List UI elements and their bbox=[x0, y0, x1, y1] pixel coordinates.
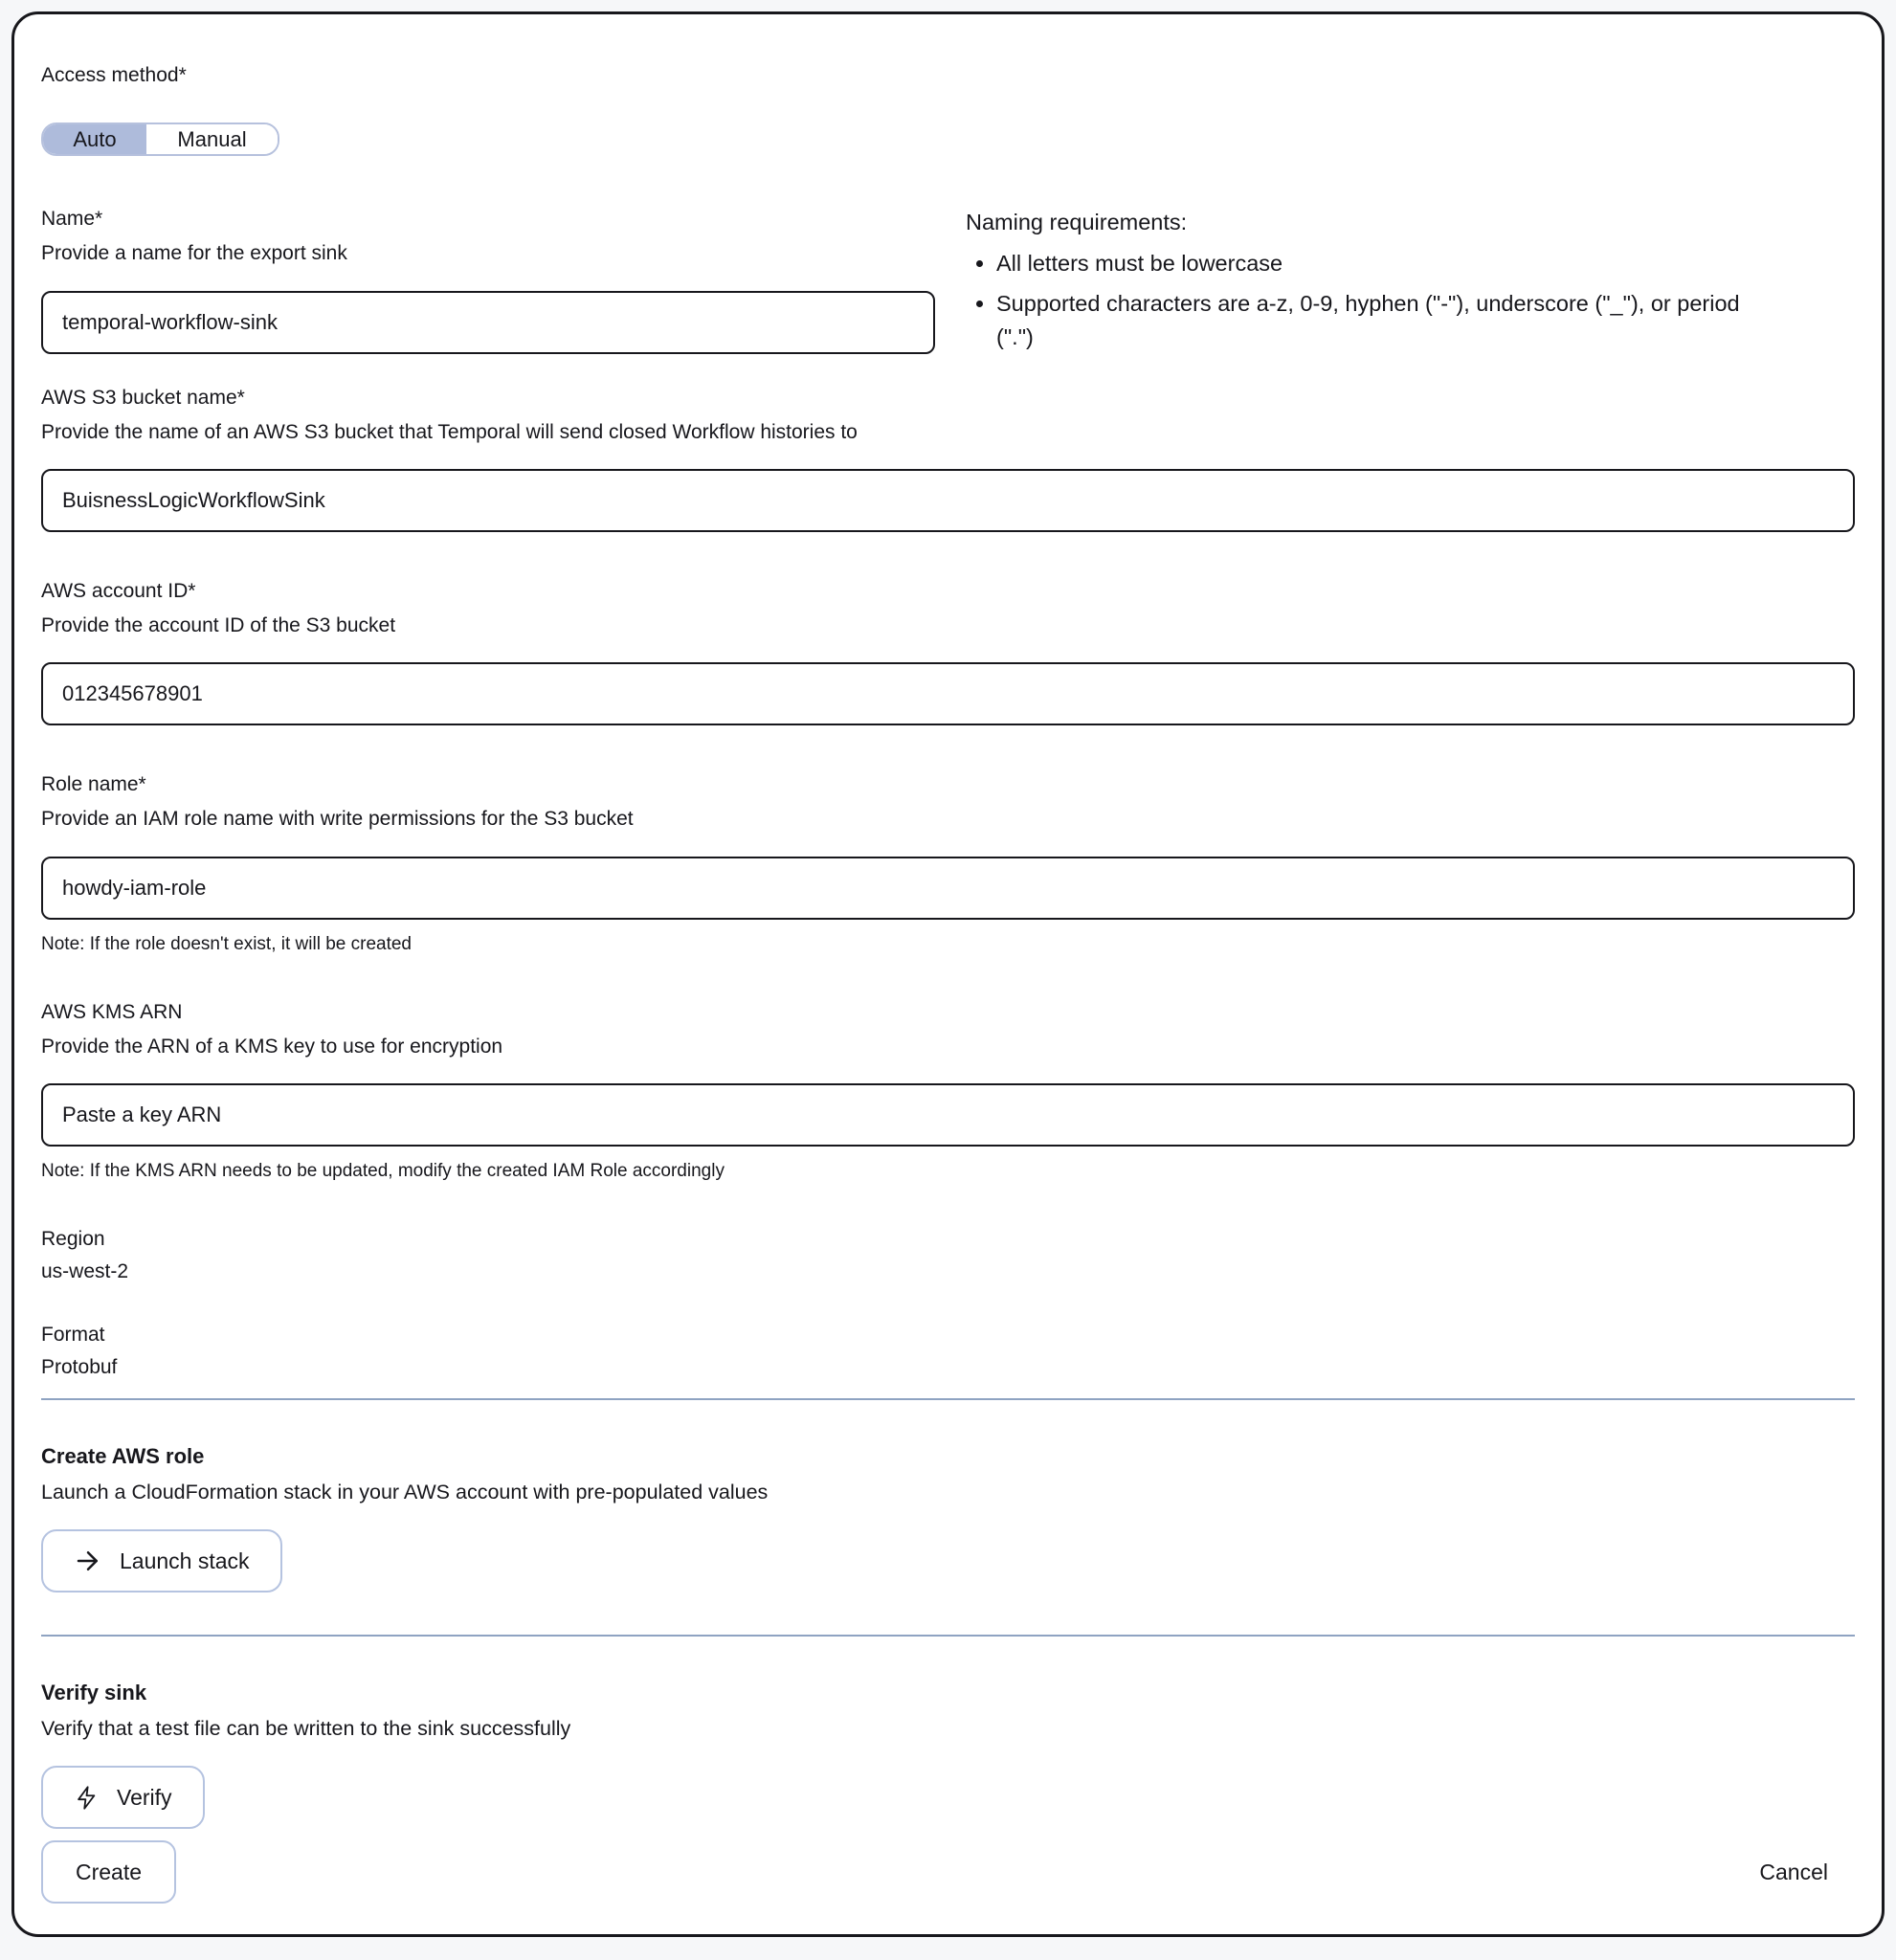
role-name-input[interactable] bbox=[41, 857, 1855, 920]
account-id-label: AWS account ID* bbox=[41, 579, 196, 602]
region-field bbox=[41, 1228, 1855, 1283]
verify-sink-title: Verify sink bbox=[41, 1681, 147, 1704]
name-label: Name* bbox=[41, 208, 103, 231]
create-button[interactable]: Create bbox=[41, 1840, 176, 1904]
access-method-toggle bbox=[41, 122, 279, 156]
role-name-field-group bbox=[41, 773, 1855, 1000]
divider bbox=[41, 1635, 1855, 1637]
kms-arn-description: Provide the ARN of a KMS key to use for encryption bbox=[41, 1035, 503, 1058]
cancel-button[interactable]: Cancel bbox=[1753, 1859, 1834, 1886]
role-name-note: Note: If the role doesn't exist, it will be created bbox=[41, 933, 412, 954]
launch-stack-button[interactable] bbox=[41, 1529, 282, 1592]
naming-requirements bbox=[966, 208, 1855, 360]
kms-arn-input[interactable] bbox=[41, 1083, 1855, 1147]
access-method-option-manual[interactable]: Manual bbox=[146, 124, 278, 154]
role-name-description: Provide an IAM role name with write permissions for the S3 bucket bbox=[41, 808, 634, 831]
divider bbox=[41, 1398, 1855, 1400]
naming-requirements-list bbox=[966, 247, 1855, 352]
verify-label: Verify bbox=[117, 1784, 172, 1810]
create-aws-role-description: Launch a CloudFormation stack in your AWS account with pre-populated values bbox=[41, 1481, 769, 1503]
lightning-bolt-icon bbox=[74, 1785, 100, 1811]
kms-arn-label: AWS KMS ARN bbox=[41, 1000, 183, 1023]
naming-requirement-item: • All letters must be lowercase bbox=[996, 247, 1762, 279]
launch-stack-row bbox=[41, 1529, 1855, 1592]
s3-bucket-label: AWS S3 bucket name* bbox=[41, 386, 245, 409]
format-value: Protobuf bbox=[41, 1356, 118, 1378]
verify-row bbox=[41, 1766, 1855, 1829]
verify-button[interactable] bbox=[41, 1766, 205, 1829]
naming-requirements-title: Naming requirements: bbox=[966, 210, 1188, 235]
format-field bbox=[41, 1324, 1855, 1379]
account-id-description: Provide the account ID of the S3 bucket bbox=[41, 613, 396, 636]
region-label: Region bbox=[41, 1228, 105, 1250]
s3-bucket-field-group bbox=[41, 387, 1855, 532]
launch-stack-label: Launch stack bbox=[120, 1548, 250, 1573]
export-sink-form-card bbox=[11, 11, 1885, 1937]
access-method-label: Access method* bbox=[41, 64, 187, 86]
verify-sink-description: Verify that a test file can be written to the sink successfully bbox=[41, 1717, 571, 1740]
name-and-requirements-row bbox=[41, 208, 1855, 360]
name-input[interactable] bbox=[41, 291, 935, 354]
access-method-option-auto[interactable]: Auto bbox=[43, 124, 146, 154]
arrow-right-icon bbox=[74, 1547, 102, 1575]
s3-bucket-description: Provide the name of an AWS S3 bucket that Temporal will send closed Workflow histories to bbox=[41, 420, 858, 443]
kms-arn-note: Note: If the KMS ARN needs to be updated, modify the created IAM Role accordingly bbox=[41, 1161, 725, 1181]
account-id-field-group bbox=[41, 580, 1855, 725]
account-id-input[interactable] bbox=[41, 662, 1855, 725]
name-description: Provide a name for the export sink bbox=[41, 242, 347, 265]
kms-arn-field-group bbox=[41, 1001, 1855, 1228]
naming-requirement-item: • Supported characters are a-z, 0-9, hyphen ("-"), underscore ("_"), or period (".") bbox=[996, 287, 1762, 352]
name-field-group bbox=[41, 208, 935, 353]
s3-bucket-input[interactable] bbox=[41, 469, 1855, 532]
form-footer bbox=[41, 1840, 1855, 1905]
format-label: Format bbox=[41, 1324, 105, 1346]
create-aws-role-title: Create AWS role bbox=[41, 1444, 205, 1468]
role-name-label: Role name* bbox=[41, 773, 146, 796]
region-value: us-west-2 bbox=[41, 1260, 129, 1282]
